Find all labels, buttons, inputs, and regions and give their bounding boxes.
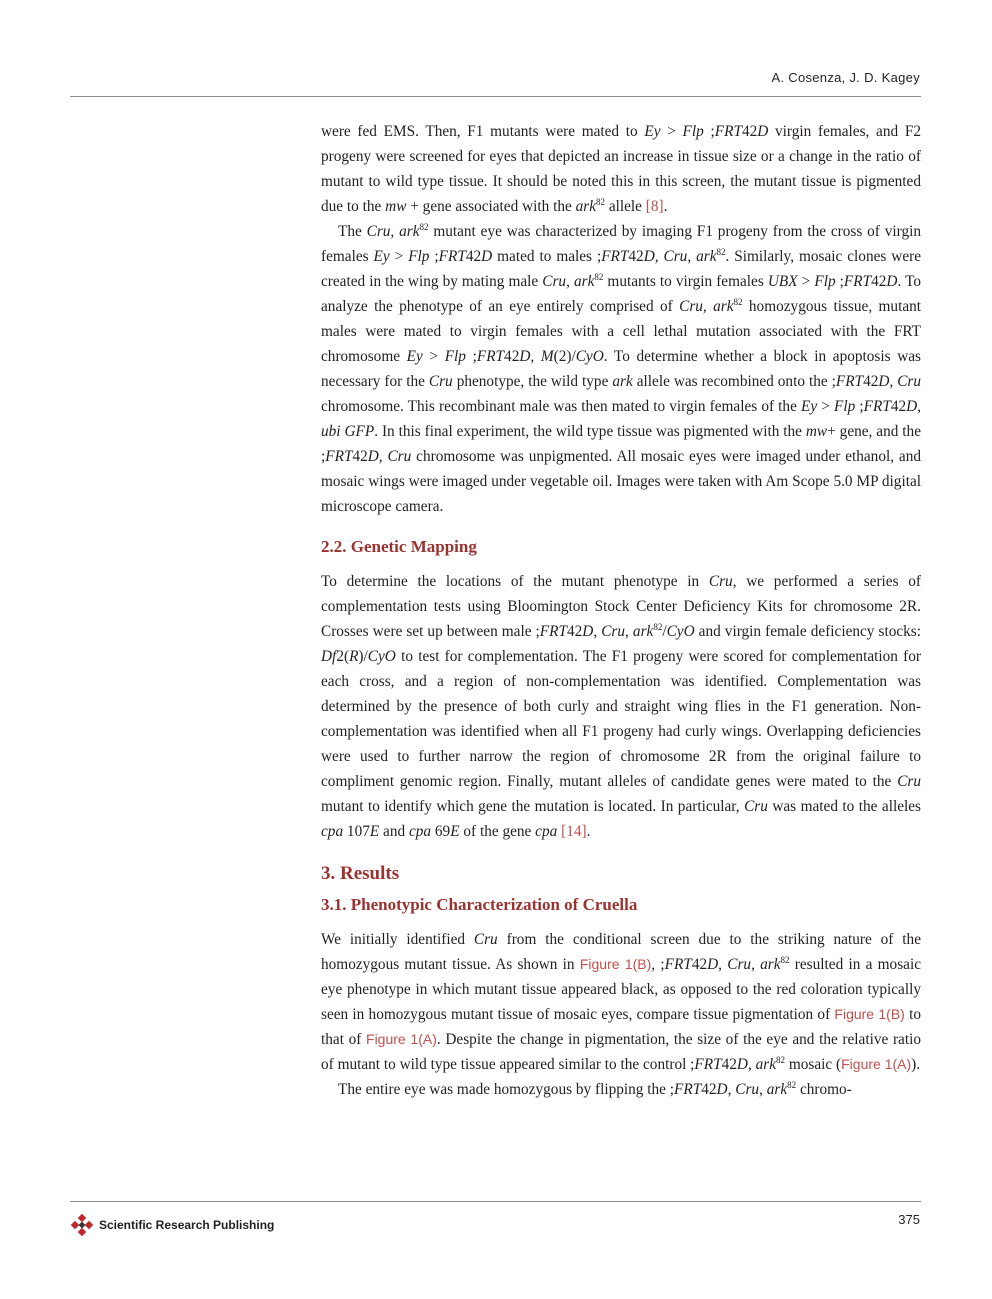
running-header-authors: A. Cosenza, J. D. Kagey [771, 70, 920, 85]
page-number: 375 [898, 1212, 920, 1227]
header-rule [70, 96, 921, 97]
publisher-name: Scientific Research Publishing [99, 1218, 275, 1232]
citation-link[interactable]: [8] [645, 198, 664, 215]
figure-link[interactable]: Figure 1(B) [834, 1006, 905, 1022]
paragraph: The entire eye was made homozygous by flipping the ;FRT42D, Cru, ark$^{82}$ chromo- [338, 1080, 852, 1098]
paragraph: To determine the locations of the mutant phenotype in Cru, we performed a series of complementation tests using Bloomington Stock Center Deficiency Kits for chromosome 2R. Crosses were set up between male ;FRT42D, Cru, ark$^{82}$/CyO and virgin female deficiency stocks: Df2(R)/CyO to test for complementation. The F1 progeny were scored for complementation for each cross, and a region of non-complementation was identified. Complementation was determined by the presence of both curly and straight wing flies in the F1 generation. Non-complementation was identified when all F1 progeny had curly wings. Overlapping deficiencies were used to further narrow the region of chromosome 2R from the original failure to compliment genomic region. Finally, mutant alleles of candidate genes were mated to the Cru mutant to identify which gene the mutation is located. In particular, Cru was mated to the alleles cpa 107E and cpa 69E of the gene cpa [14]. [321, 573, 921, 840]
section-heading-genetic-mapping: 2.2. Genetic Mapping [321, 537, 477, 556]
paragraph: We initially identified Cru from the conditional screen due to the striking nature of the homozygous mutant tissue. As shown in Figure 1(B), ;FRT42D, Cru, ark$^{82}$ resulted in a mosaic eye phenotype in which mutant tissue appeared black, as opposed to the red coloration typically seen in homozygous mutant tissue of mosaic eyes, compare tissue pigmentation of Figure 1(B) to that of Figure 1(A). Despite the change in pigmentation, the size of the eye and the relative ratio of mutant to wild type tissue appeared similar to the control ;FRT42D, ark$^{82}$ mosaic (Figure 1(A)). [321, 931, 921, 1073]
srp-logo-icon [71, 1214, 93, 1236]
footer-rule [70, 1201, 921, 1202]
figure-link[interactable]: Figure 1(A) [366, 1031, 437, 1047]
paragraph: were fed EMS. Then, F1 mutants were mated to Ey > Flp ;FRT42D virgin females, and F2 progeny were screened for eyes that depicted an increase in tissue size or a change in the ratio of mutant to wild type tissue. It should be noted this in this screen, the mutant tissue is pigmented due to the mw + gene associated with the ark$^{82}$ allele [8]. [321, 123, 921, 215]
section-heading-phenotypic: 3.1. Phenotypic Characterization of Cruella [321, 895, 638, 914]
publisher-logo [71, 1214, 274, 1236]
figure-link[interactable]: Figure 1(B) [579, 956, 652, 972]
paragraph: The Cru, ark$^{82}$ mutant eye was characterized by imaging F1 progeny from the cross of virgin females Ey > Flp ;FRT42D mated to males ;FRT42D, Cru, ark$^{82}$. Similarly, mosaic clones were created in the wing by mating male Cru, ark$^{82}$ mutants to virgin females UBX > Flp ;FRT42D. To analyze the phenotype of an eye entirely comprised of Cru, ark$^{82}$ homozygous tissue, mutant males were mated to virgin females with a cell lethal mutation associated with the FRT chromosome Ey > Flp ;FRT42D, M(2)/CyO. To determine whether a block in apoptosis was necessary for the Cru phenotype, the wild type ark allele was recombined onto the ;FRT42D, Cru chromosome. This recombinant male was then mated to virgin females of the Ey > Flp ;FRT42D, ubi GFP. In this final experiment, the wild type tissue was pigmented with the mw+ gene, and the ;FRT42D, Cru chromosome was unpigmented. All mosaic eyes were imaged under ethanol, and mosaic wings were imaged under vegetable oil. Images were taken with Am Scope 5.0 MP digital microscope camera. [321, 222, 922, 515]
section-heading-results: 3. Results [321, 863, 400, 884]
figure-link[interactable]: Figure 1(A) [841, 1056, 912, 1072]
article-body [321, 119, 921, 1102]
citation-link[interactable]: [14] [561, 823, 587, 840]
